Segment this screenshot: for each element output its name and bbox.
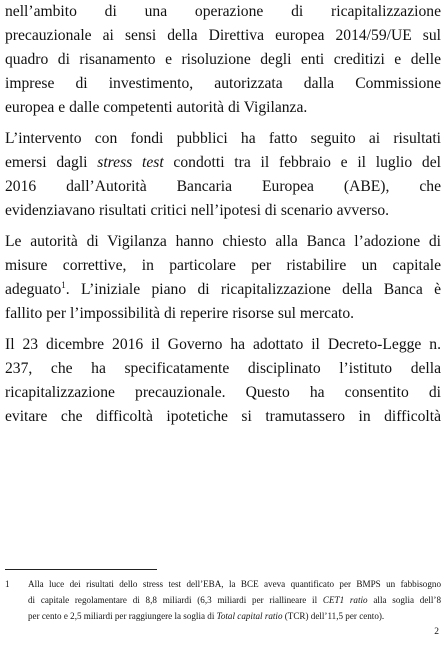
text-line <box>5 230 441 254</box>
text-line <box>5 0 441 24</box>
text-line <box>5 381 441 405</box>
footnote-line <box>28 608 441 624</box>
text-span: . L’iniziale piano di ricapitalizzazione della Banca è <box>65 281 441 298</box>
text-line <box>5 127 441 151</box>
text-span: evidenziavano risultati critici nell’ipotesi di scenario avverso. <box>5 202 390 219</box>
text-span: quadro di risanamento e risoluzione degli enti creditizi e delle <box>5 51 441 68</box>
text-span: emersi dagli <box>5 154 98 171</box>
text-line <box>5 278 441 302</box>
text-line <box>5 72 441 96</box>
page-number: 2 <box>434 627 439 637</box>
text-span: 2016 dall’Autorità Bancaria Europea (ABE), che <box>5 178 441 195</box>
footnote <box>5 576 441 624</box>
text-line <box>5 405 441 429</box>
footnote-line <box>28 576 441 592</box>
text-span: 237, che ha specificatamente disciplinato l’istituto della <box>5 360 441 377</box>
text-span: condotti tra il febbraio e il luglio del <box>163 154 441 171</box>
text-line <box>5 175 441 199</box>
text-span: imprese di investimento, autorizzata dalla Commissione <box>5 75 441 92</box>
text-line <box>5 199 441 223</box>
italic-term: CET1 ratio <box>322 595 368 605</box>
text-line <box>5 48 441 72</box>
text-span: di capitale regolamentare di 8,8 miliardi (6,3 miliardi per riallineare il <box>28 595 323 605</box>
text-line <box>5 302 441 326</box>
text-line <box>5 96 441 120</box>
footnote-line <box>28 592 441 608</box>
paragraph-3 <box>5 230 441 326</box>
text-line <box>5 254 441 278</box>
text-span: Alla luce dei risultati dello stress test dell’EBA, la BCE aveva quantificato per BMPS un fabbisogno <box>28 579 441 589</box>
text-line <box>5 357 441 381</box>
paragraph-1 <box>5 0 441 120</box>
italic-term: Total capital ratio <box>216 611 283 621</box>
text-span: Il 23 dicembre 2016 il Governo ha adottato il Decreto-Legge n. <box>5 336 441 353</box>
text-line <box>5 333 441 357</box>
text-span: misure correttive, in particolare per ristabilire un capitale <box>5 257 441 274</box>
text-span: Le autorità di Vigilanza hanno chiesto alla Banca l’adozione di <box>5 233 441 250</box>
text-line <box>5 151 441 175</box>
footnote-divider <box>5 569 157 570</box>
text-span: per cento e 2,5 miliardi per raggiungere la soglia di <box>28 611 217 621</box>
italic-term: stress test <box>97 154 164 171</box>
text-span: L’intervento con fondi pubblici ha fatto seguito ai risultati <box>5 130 441 147</box>
text-span: evitare che difficoltà ipotetiche si tramutassero in difficoltà <box>5 408 441 425</box>
text-span: adeguato <box>5 281 62 298</box>
text-span: alla soglia dell’8 <box>367 595 441 605</box>
text-span: europea e dalle competenti autorità di Vigilanza. <box>5 99 308 116</box>
text-span: nell’ambito di una operazione di ricapitalizzazione <box>5 3 441 20</box>
text-line <box>5 24 441 48</box>
footnote-text <box>28 576 441 624</box>
paragraph-4 <box>5 333 441 429</box>
text-span: ricapitalizzazione precauzionale. Questo ha consentito di <box>5 384 441 401</box>
paragraph-2 <box>5 127 441 223</box>
text-span: fallito per l’impossibilità di reperire risorse sul mercato. <box>5 305 355 322</box>
body-text <box>5 0 441 429</box>
footnote-number: 1 <box>5 579 10 589</box>
text-span: precauzionale ai sensi della Direttiva europea 2014/59/UE sul <box>5 27 441 44</box>
footnote-reference[interactable]: 1 <box>61 279 66 290</box>
text-span: (TCR) dell’11,5 per cento). <box>282 611 385 621</box>
